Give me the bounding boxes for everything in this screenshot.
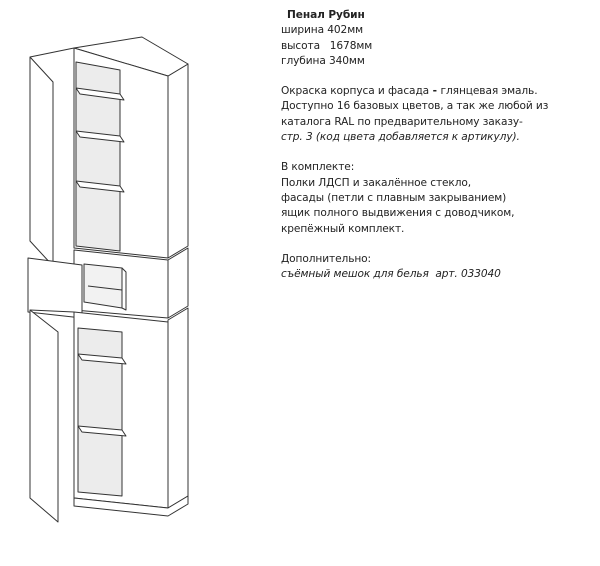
kit-item: фасады (петли с плавным закрыванием) bbox=[281, 191, 507, 204]
product-description bbox=[281, 8, 591, 282]
drawer-side-panel bbox=[168, 248, 188, 318]
colors-line: Доступно 16 базовых цветов, а так же любой из bbox=[281, 100, 549, 113]
lower-interior bbox=[78, 328, 122, 496]
kit-item: Полки ЛДСП и закалённое стекло, bbox=[281, 176, 472, 189]
finish-label: Окраска корпуса и фасада bbox=[281, 85, 430, 98]
cabinet-drawing bbox=[18, 36, 200, 566]
lower-open-door bbox=[30, 310, 58, 522]
height-spec: высота 1678мм bbox=[281, 39, 373, 52]
extra-item: съёмный мешок для белья арт. 033040 bbox=[281, 268, 501, 281]
kit-item: крепёжный комплект. bbox=[281, 222, 405, 235]
spacer bbox=[281, 237, 591, 252]
depth-spec: глубина 340мм bbox=[281, 54, 365, 67]
cabinet-illustration bbox=[18, 36, 200, 566]
product-title: Пенал Рубин bbox=[287, 9, 365, 21]
upper-side-panel bbox=[168, 64, 188, 258]
width-spec: ширина 402мм bbox=[281, 24, 363, 37]
finish-value: глянцевая эмаль. bbox=[440, 85, 538, 98]
spacer bbox=[281, 145, 591, 160]
kit-heading: В комплекте: bbox=[281, 161, 355, 174]
drawer-front bbox=[28, 258, 82, 318]
page-reference: стр. 3 (код цвета добавляется к артикулу). bbox=[281, 131, 520, 144]
kit-item: ящик полного выдвижения с доводчиком, bbox=[281, 207, 515, 220]
drawer-side bbox=[122, 268, 126, 310]
ral-line: каталога RAL по предварительному заказу- bbox=[281, 115, 523, 128]
finish-line bbox=[281, 84, 591, 99]
lower-side-panel bbox=[168, 308, 188, 508]
spacer bbox=[281, 69, 591, 84]
finish-dash: - bbox=[429, 85, 441, 98]
upper-door-edge bbox=[30, 48, 74, 57]
upper-open-door bbox=[30, 57, 53, 266]
extra-heading: Дополнительно: bbox=[281, 252, 372, 265]
